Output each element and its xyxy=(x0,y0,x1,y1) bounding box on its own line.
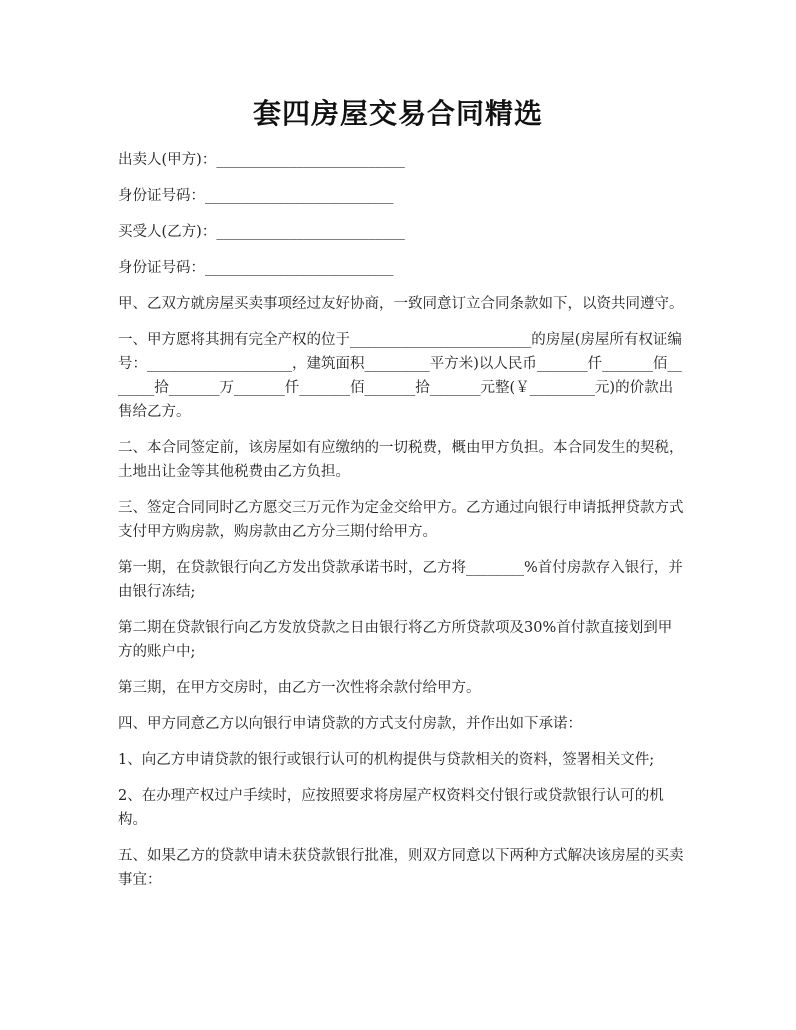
buyer-field: 买受人(乙方)：__________________________ xyxy=(118,224,405,240)
clause-4-item-2: 2、在办理产权过户手续时，应按照要求将房屋产权资料交付银行或贷款银行认可的机构。 xyxy=(118,788,664,828)
clause-1: 一、甲方愿将其拥有完全产权的位于_________________________的房屋(房屋所有权证编号：____________________，建筑面积_________平方米)以人民币_______仟_______佰_______拾_______万_______仟_______佰_______拾_______元整(￥_________元)的价款出售给乙方。 xyxy=(118,332,682,420)
document-title: 套四房屋交易合同精选 xyxy=(252,97,543,130)
document-body xyxy=(118,148,686,904)
payment-phase-2: 第二期在贷款银行向乙方发放贷款之日由银行将乙方所贷款项及30%首付款直接划到甲方的账户中; xyxy=(118,620,673,660)
clause-4-item-1: 1、向乙方申请贷款的银行或银行认可的机构提供与贷款相关的资料，签署相关文件; xyxy=(118,752,655,768)
clause-5: 五、如果乙方的贷款申请未获贷款银行批准，则双方同意以下两种方式解决该房屋的买卖事宜： xyxy=(118,848,684,888)
clause-4: 四、甲方同意乙方以向银行申请贷款的方式支付房款，并作出如下承诺： xyxy=(118,716,582,732)
agreement-intro: 甲、乙双方就房屋买卖事项经过友好协商，一致同意订立合同条款如下，以资共同遵守。 xyxy=(118,296,684,312)
buyer-id-field: 身份证号码：__________________________ xyxy=(118,260,394,276)
seller-id-field: 身份证号码：__________________________ xyxy=(118,188,394,204)
payment-phase-1: 第一期，在贷款银行向乙方发出贷款承诺书时，乙方将________%首付房款存入银行，并由银行冻结; xyxy=(118,560,683,600)
seller-field: 出卖人(甲方)：__________________________ xyxy=(118,152,405,168)
clause-3: 三、签定合同同时乙方愿交三万元作为定金交给甲方。乙方通过向银行申请抵押贷款方式支付甲方购房款，购房款由乙方分三期付给甲方。 xyxy=(118,500,684,540)
clause-2: 二、本合同签定前，该房屋如有应缴纳的一切税费，概由甲方负担。本合同发生的契税，土地出让金等其他税费由乙方负担。 xyxy=(118,440,684,480)
payment-phase-3: 第三期，在甲方交房时，由乙方一次性将余款付给甲方。 xyxy=(118,680,481,696)
